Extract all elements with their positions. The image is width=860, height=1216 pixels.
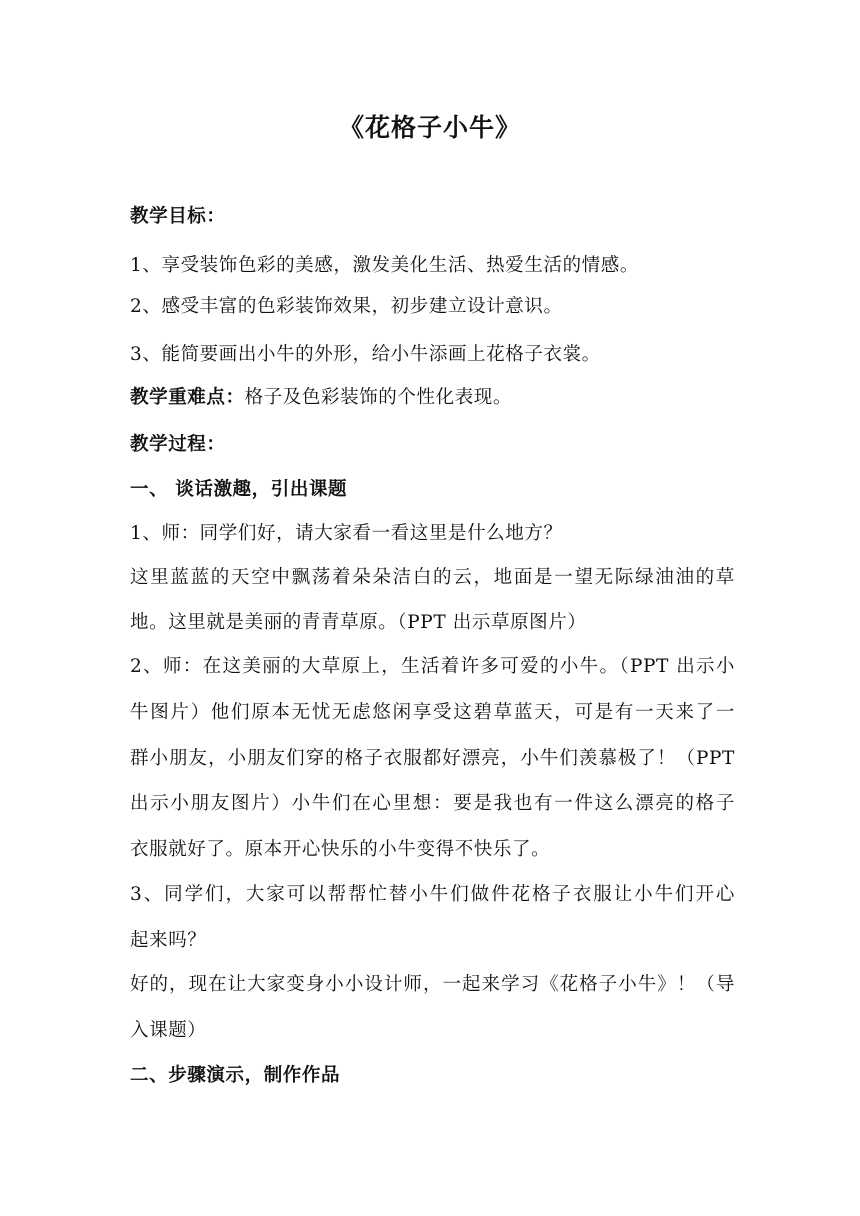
objective-item-2: 2、感受丰富的色彩装饰效果，初步建立设计意识。 (130, 296, 563, 317)
section1-heading: 一、 谈话激趣，引出课题 (130, 479, 348, 500)
section1-line: 起来吗？ (130, 930, 207, 951)
objective-item-3: 3、能简要画出小牛的外形，给小牛添画上花格子衣裳。 (130, 344, 601, 365)
section1-line: 3、同学们，大家可以帮帮忙替小牛们做件花格子衣服让小牛们开心 (130, 884, 735, 905)
section1-line: 出示小朋友图片）小牛们在心里想：要是我也有一件这么漂亮的格子 (130, 793, 735, 814)
objectives-heading: 教学目标： (130, 206, 226, 227)
key-points-paragraph (130, 385, 735, 411)
section1-line: 这里蓝蓝的天空中飘荡着朵朵洁白的云，地面是一望无际绿油油的草 (130, 567, 735, 588)
section1-line: 牛图片）他们原本无忧无虑悠闲享受这碧草蓝天，可是有一天来了一 (130, 702, 735, 723)
section2-heading: 二、步骤演示，制作作品 (130, 1065, 341, 1086)
process-heading: 教学过程： (130, 434, 226, 455)
objective-item-1: 1、享受装饰色彩的美感，激发美化生活、热爱生活的情感。 (130, 255, 639, 276)
key-points-label: 教学重难点： (130, 387, 245, 408)
key-points-text: 格子及色彩装饰的个性化表现。 (244, 387, 513, 408)
section1-line: 2、师：在这美丽的大草原上，生活着许多可爱的小牛。（PPT 出示小 (130, 656, 735, 677)
section1-line: 地。这里就是美丽的青青草原。（PPT 出示草原图片） (130, 612, 587, 633)
section1-line: 群小朋友，小朋友们穿的格子衣服都好漂亮，小牛们羡慕极了！（PPT (130, 748, 735, 769)
section1-line: 衣服就好了。原本开心快乐的小牛变得不快乐了。 (130, 839, 551, 860)
section1-line: 1、师：同学们好，请大家看一看这里是什么地方？ (130, 523, 563, 544)
page-title: 《花格子小牛》 (338, 113, 521, 142)
section1-line: 入课题） (130, 1020, 207, 1041)
section1-line: 好的，现在让大家变身小小设计师，一起来学习《花格子小牛》！（导 (130, 974, 735, 995)
